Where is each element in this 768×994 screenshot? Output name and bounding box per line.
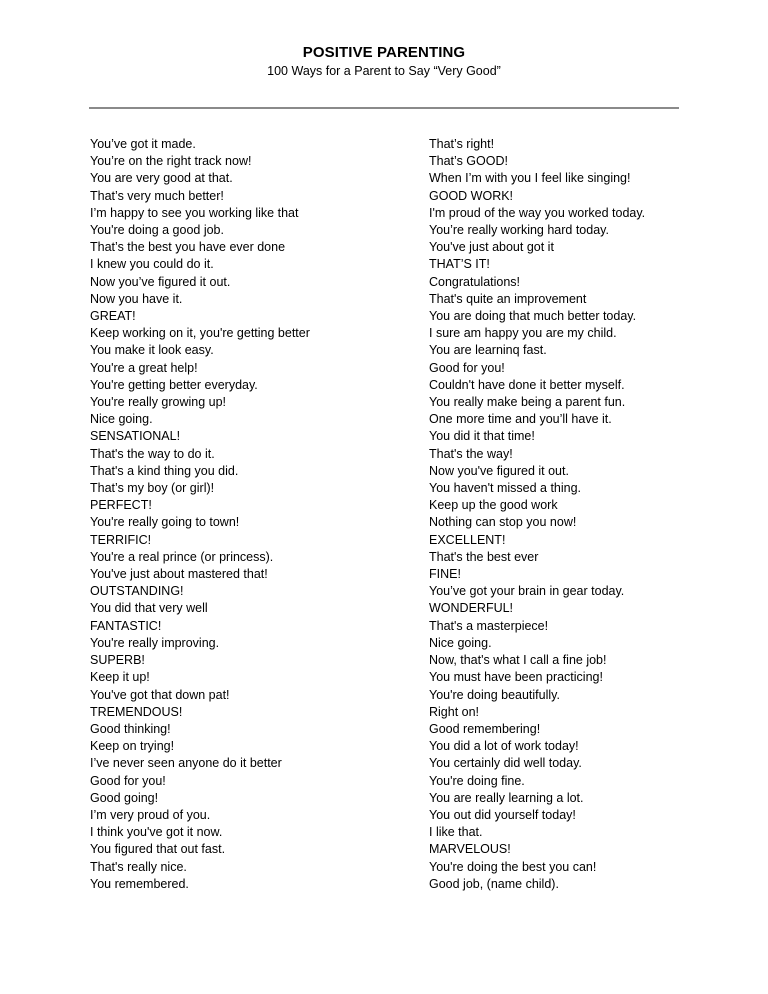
left-phrase-column <box>90 136 310 893</box>
phrase-item: Keep it up! <box>90 670 150 685</box>
phrase-item: You've just about mastered that! <box>90 567 268 582</box>
phrase-item: That’s very much better! <box>90 188 224 203</box>
phrase-item: Congratulations! <box>429 274 521 289</box>
phrase-item: That's quite an improvement <box>429 291 587 306</box>
phrase-item: You're doing a good job. <box>90 223 224 238</box>
phrase-item: I sure am happy you are my child. <box>429 326 617 341</box>
phrase-item: TREMENDOUS! <box>90 704 183 719</box>
phrase-item: Nice going. <box>429 635 492 650</box>
phrase-item: Keep working on it, you're getting better <box>90 326 310 341</box>
phrase-item: You’re really working hard today. <box>429 223 609 238</box>
phrase-item: When I’m with you I feel like singing! <box>429 171 631 186</box>
phrase-item: You did it that time! <box>429 429 535 444</box>
phrase-item: That’s the best you have ever done <box>90 240 286 255</box>
phrase-item: You did a lot of work today! <box>429 739 579 754</box>
phrase-item: That's a masterpiece! <box>429 618 549 633</box>
phrase-item: Now you’ve figured it out. <box>90 274 231 289</box>
phrase-item: TERRIFIC! <box>90 532 152 547</box>
phrase-item: Good remembering! <box>429 721 541 736</box>
phrase-item: SUPERB! <box>90 653 145 668</box>
phrase-item: SENSATIONAL! <box>90 429 181 444</box>
phrase-item: WONDERFUL! <box>429 601 514 616</box>
phrase-item: You're really growing up! <box>90 395 227 410</box>
phrase-item: OUTSTANDING! <box>90 584 184 599</box>
phrase-item: Now you've figured it out. <box>429 463 569 478</box>
phrase-item: You are very good at that. <box>90 171 233 186</box>
phrase-item: You're a real prince (or princess). <box>90 549 274 564</box>
phrase-item: That’s right! <box>429 137 495 151</box>
phrase-item: Good for you! <box>429 360 505 375</box>
phrase-item: That's the best ever <box>429 549 539 564</box>
phrase-item: You've got that down pat! <box>90 687 230 702</box>
phrase-item: PERFECT! <box>90 498 152 513</box>
phrase-item: GREAT! <box>90 309 136 324</box>
phrase-item: You are doing that much better today. <box>429 309 637 324</box>
phrase-item: GOOD WORK! <box>429 188 514 203</box>
phrase-item: You really make being a parent fun. <box>429 395 626 410</box>
document-subtitle: 100 Ways for a Parent to Say “Very Good” <box>267 64 501 78</box>
phrase-item: Keep up the good work <box>429 498 558 513</box>
phrase-item: Now, that's what I call a fine job! <box>429 653 607 668</box>
phrase-item: You're really going to town! <box>90 515 240 530</box>
phrase-item: You're doing beautifully. <box>429 687 560 702</box>
phrase-item: You must have been practicing! <box>429 670 603 685</box>
phrase-item: I’m very proud of you. <box>90 807 211 822</box>
phrase-item: FANTASTIC! <box>90 618 162 633</box>
phrase-item: EXCELLENT! <box>429 532 506 547</box>
phrase-item: You make it look easy. <box>90 343 214 358</box>
phrase-item: Good job, (name child). <box>429 876 559 891</box>
phrase-item: I'm proud of the way you worked today. <box>429 205 646 220</box>
phrase-item: You're doing the best you can! <box>429 859 597 874</box>
phrase-item: You are learninq fast. <box>429 343 547 358</box>
phrase-item: FINE! <box>429 567 461 582</box>
phrase-item: Good going! <box>90 790 159 805</box>
phrase-item: I like that. <box>429 825 483 840</box>
phrase-item: That's a kind thing you did. <box>90 463 239 478</box>
phrase-item: You certainly did well today. <box>429 756 582 771</box>
phrase-item: Nothing can stop you now! <box>429 515 577 530</box>
phrase-item: You're really improving. <box>90 635 220 650</box>
phrase-item: That's really nice. <box>90 859 187 874</box>
phrase-item: You’ve got it made. <box>90 137 196 151</box>
phrase-item: That’s my boy (or girl)! <box>90 481 215 496</box>
phrase-item: I knew you could do it. <box>90 257 214 272</box>
phrase-item: You’re on the right track now! <box>90 154 252 169</box>
phrase-item: One more time and you’ll have it. <box>429 412 612 427</box>
phrase-item: You are really learning a lot. <box>429 790 584 805</box>
phrase-item: You haven't missed a thing. <box>429 481 582 496</box>
phrase-item: You did that very well <box>90 601 208 616</box>
phrase-item: Keep on trying! <box>90 739 175 754</box>
phrase-item: I’ve never seen anyone do it better <box>90 756 282 771</box>
phrase-item: You figured that out fast. <box>90 842 226 857</box>
phrase-item: You're doing fine. <box>429 773 525 788</box>
phrase-item: You've just about got it <box>429 240 554 255</box>
phrase-item: You remembered. <box>90 876 189 891</box>
document-title: POSITIVE PARENTING <box>302 44 466 61</box>
phrase-item: I think you've got it now. <box>90 825 223 840</box>
phrase-item: Now you have it. <box>90 291 183 306</box>
phrase-item: THAT’S IT! <box>429 257 490 272</box>
right-phrase-column <box>429 136 645 893</box>
phrase-item: That's the way! <box>429 446 513 461</box>
document-header <box>0 44 768 79</box>
phrase-item: I’m happy to see you working like that <box>90 205 299 220</box>
phrase-item: That’s GOOD! <box>429 154 508 169</box>
phrase-item: Right on! <box>429 704 480 719</box>
phrase-item: Good for you! <box>90 773 166 788</box>
phrase-item: You're a great help! <box>90 360 198 375</box>
phrase-item: You’ve got your brain in gear today. <box>429 584 625 599</box>
phrase-item: MARVELOUS! <box>429 842 511 857</box>
phrase-item: Good thinking! <box>90 721 171 736</box>
phrase-item: That's the way to do it. <box>90 446 215 461</box>
header-divider <box>89 107 679 109</box>
phrase-item: You out did yourself today! <box>429 807 576 822</box>
phrase-item: Nice going. <box>90 412 153 427</box>
phrase-item: Couldn't have done it better myself. <box>429 377 625 392</box>
phrase-item: You're getting better everyday. <box>90 377 258 392</box>
